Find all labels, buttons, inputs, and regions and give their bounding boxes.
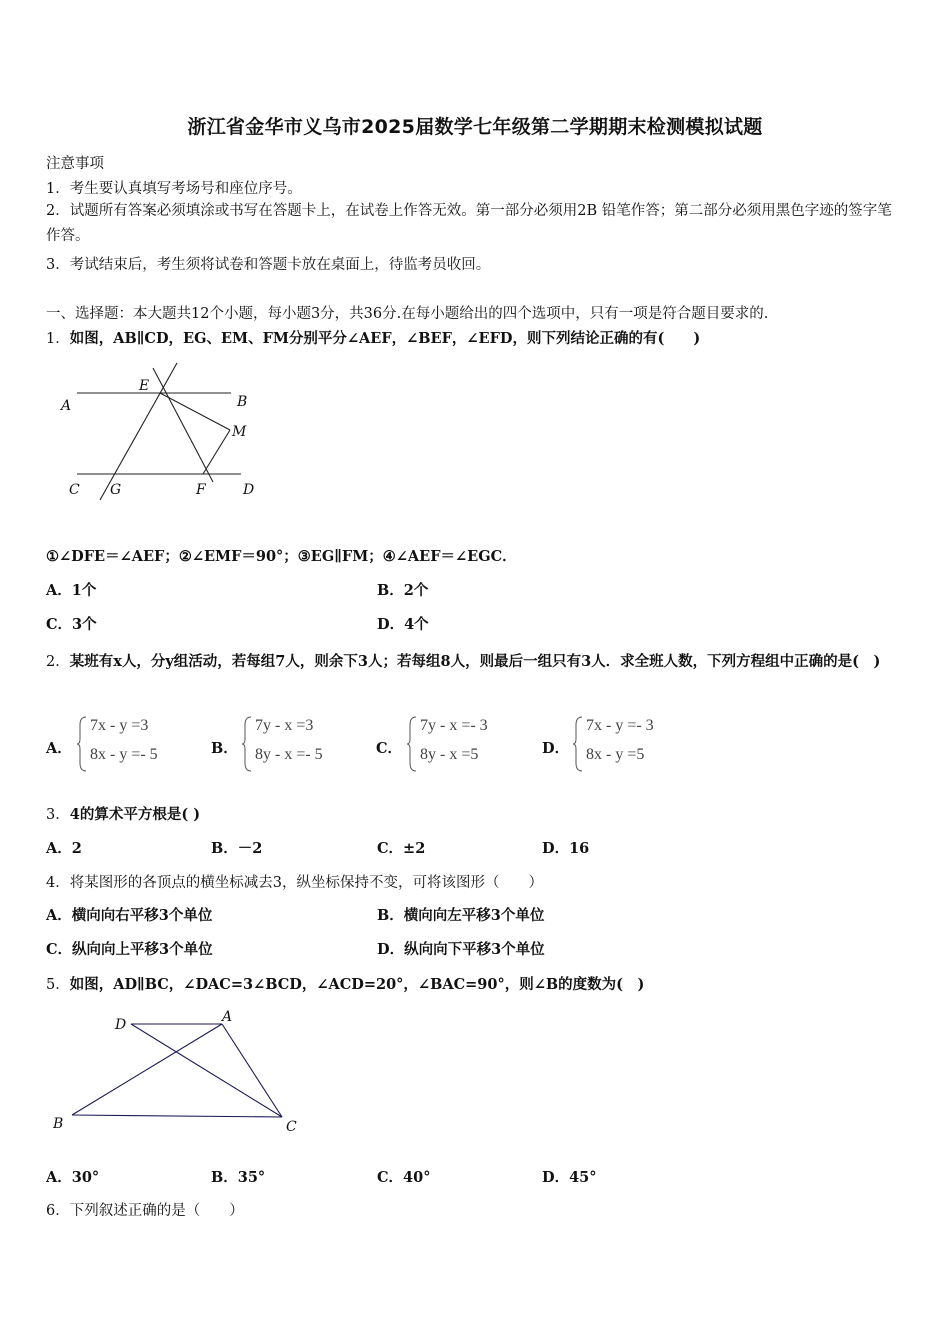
equation-2: 8x - y =5: [586, 746, 645, 763]
q5-option-a[interactable]: A．30°: [46, 1169, 100, 1186]
option-label: A．: [46, 740, 72, 757]
label-c: C: [69, 482, 80, 498]
equation-2: 8y - x =- 5: [255, 746, 323, 763]
question-stem: 4的算术平方根是( ): [69, 806, 201, 823]
segment-em: [160, 393, 230, 430]
q5-option-c[interactable]: C．40°: [377, 1169, 431, 1186]
label-a: A: [61, 398, 72, 414]
q3-option-a[interactable]: A．2: [46, 840, 82, 857]
question-2: [46, 643, 906, 681]
question-stem: 下列叙述正确的是（ ）: [69, 1203, 244, 1219]
q3-option-b[interactable]: B．－2: [211, 840, 263, 857]
q1-option-b[interactable]: B．2个: [377, 582, 429, 599]
question-5: [46, 973, 644, 994]
question-1: [46, 327, 700, 348]
question-3: [46, 803, 200, 824]
label-d: D: [243, 482, 255, 498]
segment-bc: [72, 1115, 282, 1117]
q4-option-b[interactable]: B．横向向左平移3个单位: [377, 907, 545, 924]
label-f: F: [196, 482, 206, 498]
brace-icon: [572, 715, 584, 773]
equation-1: 7x - y =- 3: [586, 717, 654, 734]
option-label: D．: [542, 740, 570, 757]
q2-option-a[interactable]: [46, 715, 206, 775]
q2-option-d[interactable]: [542, 715, 702, 775]
segment-fm: [203, 430, 230, 474]
label-a: A: [222, 1009, 233, 1025]
line-ef: [153, 368, 213, 482]
q3-option-d[interactable]: D．16: [542, 840, 590, 857]
segment-ac: [222, 1024, 282, 1117]
q5-figure: [45, 1005, 305, 1140]
question-4: [46, 871, 543, 892]
equation-1: 7x - y =3: [90, 717, 149, 734]
question-stem: 某班有x人，分y组活动，若每组7人，则余下3人；若每组8人，则最后一组只有3人．求全班人数，下列方程组中正确的是( ): [69, 653, 881, 670]
brace-icon: [241, 715, 253, 773]
q1-option-a[interactable]: A．1个: [46, 582, 97, 599]
label-c: C: [286, 1119, 297, 1135]
q1-figure: [55, 360, 265, 505]
q2-option-b[interactable]: [211, 715, 371, 775]
question-stem: 将某图形的各顶点的横坐标减去3，纵坐标保持不变，可将该图形（ ）: [69, 875, 543, 891]
question-number: 6．: [46, 1203, 70, 1219]
brace-icon: [76, 715, 88, 773]
option-label: C．: [376, 740, 403, 757]
question-stem: 如图，AD∥BC，∠DAC=3∠BCD，∠ACD=20°，∠BAC=90°，则∠B的度数为( ): [69, 976, 645, 993]
q1-statements: ①∠DFE＝∠AEF；②∠EMF＝90°；③EG∥FM；④∠AEF＝∠EGC．: [46, 548, 517, 565]
page-title: 浙江省金华市义乌市2025届数学七年级第二学期期末检测模拟试题: [187, 116, 763, 138]
label-b: B: [237, 394, 248, 410]
question-6: [46, 1199, 244, 1220]
q4-option-d[interactable]: D．纵向向下平移3个单位: [377, 941, 545, 958]
question-number: 5．: [46, 977, 70, 993]
question-number: 3．: [46, 807, 70, 823]
q4-option-c[interactable]: C．纵向向上平移3个单位: [46, 941, 213, 958]
notice-item-2: 2．试题所有答案必须填涂或书写在答题卡上，在试卷上作答无效。第一部分必须用2B 铅笔作答；第二部分必须用黑色字迹的签字笔作答。: [46, 203, 892, 244]
question-number: 4．: [46, 875, 70, 891]
label-b: B: [53, 1116, 64, 1132]
q2-option-c[interactable]: [376, 715, 536, 775]
notice-item-3: 3．考试结束后，考生须将试卷和答题卡放在桌面上，待监考员收回。: [46, 257, 491, 273]
label-d: D: [115, 1017, 127, 1033]
brace-icon: [406, 715, 418, 773]
label-m: M: [232, 424, 247, 440]
question-number: 1．: [46, 331, 70, 347]
q1-option-d[interactable]: D．4个: [377, 616, 429, 633]
q3-option-c[interactable]: C．±2: [377, 840, 426, 857]
option-label: B．: [211, 740, 238, 757]
section-heading: 一、选择题：本大题共12个小题，每小题3分，共36分.在每小题给出的四个选项中，只有一项是符合题目要求的.: [46, 306, 769, 322]
segment-dc: [131, 1024, 282, 1117]
notice-heading: 注意事项: [46, 156, 104, 172]
equation-1: 7y - x =- 3: [420, 717, 488, 734]
segment-ab: [72, 1024, 222, 1115]
equation-2: 8x - y =- 5: [90, 746, 158, 763]
q1-option-c[interactable]: C．3个: [46, 616, 97, 633]
label-e: E: [139, 378, 150, 394]
notice-item-1: 1．考生要认真填写考场号和座位序号。: [46, 181, 302, 197]
q5-option-d[interactable]: D．45°: [542, 1169, 597, 1186]
q4-option-a[interactable]: A．横向向右平移3个单位: [46, 907, 213, 924]
question-stem: 如图，AB∥CD，EG、EM、FM分别平分∠AEF，∠BEF，∠EFD，则下列结论正确的有( ): [69, 330, 701, 347]
q5-option-b[interactable]: B．35°: [211, 1169, 266, 1186]
question-number: 2．: [46, 654, 70, 670]
label-g: G: [110, 482, 122, 498]
equation-2: 8y - x =5: [420, 746, 479, 763]
equation-1: 7y - x =3: [255, 717, 314, 734]
